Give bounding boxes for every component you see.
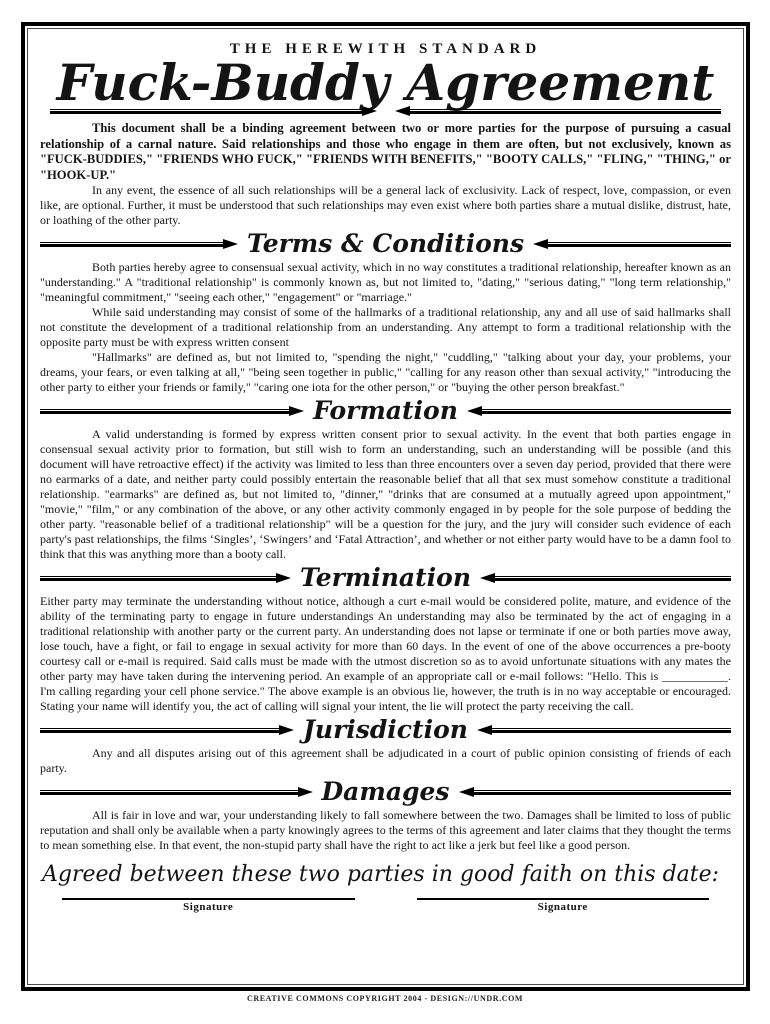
divider-line-left: [40, 728, 279, 733]
termination-paragraph-1: Either party may terminate the understanding without notice, although a curt e-mail would be considered polite, mature, and evidence of the ability of the terminating party to engage in future understandings An understanding may also be terminated by the act of engaging in a traditional relationship with another party or the current party. An understanding does not lapse or terminate if one or both parties move away, lose touch, have a fight, or fail to engage in sexual activity for more than 60 days. In the event of one of the above occurrences a pre-booty courtesy call or e-mail is required. Said calls must be made with the utmost discretion so as to avoid unfortunate situations with any mates the other party may have taken during the intervening period. An example of an appropriate call or e-mail follows: "Hello. This is ___________. I'm calling regarding your cell phone service." The above example is an obvious lie, however, the truth is in no way acceptable or encouraged. Stating your name will identify you, the act of calling will signal your intent, the lie will protect the party receiving the call.: [40, 594, 731, 713]
signature-row: [62, 898, 709, 913]
section-heading-terms: Terms & Conditions: [247, 229, 525, 258]
damages-paragraph-1: All is fair in love and war, your understanding likely to fall somewhere between the two. Damages shall be limited to loss of public reputation and shall only be available when a party knowingly agrees to the terms of this agreement and later claims that they thought the terms to mean something else. In that event, the non-stupid party shall have the right to act like a jerk but feel like a good person.: [40, 808, 731, 852]
title-rule-line-right: [410, 109, 722, 114]
divider-arrow-left-icon: [480, 573, 495, 583]
divider-arrow-left-icon: [533, 239, 548, 249]
title-rule-line-left: [50, 109, 362, 114]
section-heading-damages: Damages: [321, 777, 450, 806]
title-rule-arrow-left-icon: [395, 106, 410, 116]
divider-arrow-left-icon: [467, 406, 482, 416]
divider-arrow-left-icon: [459, 787, 474, 797]
page-frame-inner: [27, 28, 744, 985]
divider-line-right: [474, 790, 732, 795]
signature-line-right[interactable]: [417, 898, 710, 913]
terms-paragraph-1: Both parties hereby agree to consensual sexual activity, which in no way constitutes a traditional relationship, hereafter known as an "understanding." A "traditional relationship" is commonly known as, but not limited to, "dating," "serious dating," "long term relationship," "meaningful commitment," "seeing each other," "engagement" or "marriage.": [40, 260, 731, 304]
divider-arrow-left-icon: [477, 725, 492, 735]
section-divider-formation: [40, 397, 731, 425]
divider-line-left: [40, 242, 223, 247]
page-frame: [21, 22, 750, 991]
divider-arrow-right-icon: [289, 406, 304, 416]
divider-arrow-right-icon: [223, 239, 238, 249]
signature-label: Signature: [183, 901, 234, 913]
formation-paragraph-1: A valid understanding is formed by express written consent prior to sexual activity. In the event that both parties engage in consensual sexual activity prior to formation, but still wish to form an understanding, such an understanding will be possible (and this document will have retroactive effect) if the activity was limited to less than three encounters over a seven day period, provided that there were no earmarks of a date, and neither party could possibly entertain the reasonable belief that all that sex must somehow constitute a traditional relationship. "earmarks" are defined as, but not limited to, "dinner," "drinks that are consumed at a mutually agreed upon appointment," "movie," "film," or any combination of the above, or any other activity commonly engaged in by people for the sole purpose of bedding the other party. "reasonable belief of a traditional relationship" will be a question for the jury, and the jury will consider such evidence of each party's past relationships, the films ‘Singles’, ‘Swingers’ and ‘Fatal Attraction’, and whether or not either party would have to be a damn fool to think that this was anything more than a booty call.: [40, 427, 731, 561]
section-divider-terms: [40, 230, 731, 258]
agreement-date-row: [42, 862, 729, 888]
section-heading-formation: Formation: [313, 396, 458, 425]
divider-line-right: [492, 728, 731, 733]
divider-line-right: [548, 242, 731, 247]
divider-arrow-right-icon: [298, 787, 313, 797]
divider-line-right: [495, 576, 731, 581]
intro-paragraph-2: In any event, the essence of all such relationships will be a general lack of exclusivity. Lack of respect, love, compassion, or even like, are optional. Further, it must be understood that such relationships may even exist where both parties share a mutual dislike, distrust, hate, or loathing of the other party.: [40, 183, 731, 227]
section-divider-termination: [40, 564, 731, 592]
section-heading-jurisdiction: Jurisdiction: [303, 715, 468, 744]
title-rule-arrow-right-icon: [362, 106, 377, 116]
document-kicker: THE HEREWITH STANDARD: [229, 41, 542, 57]
section-divider-damages: [40, 778, 731, 806]
signature-label: Signature: [537, 901, 588, 913]
jurisdiction-paragraph-1: Any and all disputes arising out of this agreement shall be adjudicated in a court of public opinion consisting of friends of each party.: [40, 746, 731, 775]
document-title: Fuck-Buddy Agreement: [56, 53, 715, 112]
divider-line-left: [40, 409, 289, 414]
divider-arrow-right-icon: [279, 725, 294, 735]
copyright-footer: CREATIVE COMMONS COPYRIGHT 2004 - DESIGN://UNDR.COM: [246, 994, 524, 1003]
agreed-line-label: Agreed between these two parties in good faith on this date:: [42, 862, 720, 887]
section-heading-termination: Termination: [299, 563, 472, 592]
divider-arrow-right-icon: [276, 573, 291, 583]
terms-paragraph-2: While said understanding may consist of some of the hallmarks of a traditional relationship, any and all use of said hallmarks shall not constitute the development of a traditional relationship from an understanding. Any attempt to form a traditional relationship with the opposite party must be with express written consent: [40, 305, 731, 349]
divider-line-right: [482, 409, 731, 414]
divider-line-left: [40, 790, 298, 795]
intro-paragraph-1: This document shall be a binding agreement between two or more parties for the purpose of pursuing a casual relationship of a carnal nature. Said relationships and those who engage in them are often, but not exclusively, known as "FUCK-BUDDIES," "FRIENDS WHO FUCK," "FRIENDS WITH BENEFITS," "BOOTY CALLS," "FLING," "THING," or "HOOK-UP.": [40, 121, 731, 182]
signature-line-left[interactable]: [62, 898, 355, 913]
divider-line-left: [40, 576, 276, 581]
section-divider-jurisdiction: [40, 716, 731, 744]
terms-paragraph-3: "Hallmarks" are defined as, but not limited to, "spending the night," "cuddling," "talking about your day, your problems, your dreams, your fears, or even talking at all," "being seen together in public," "calling for any reason other than sexual activity," "introducing the other party to either your friends or family," "caring one iota for the other person," or "buying the other person breakfast.": [40, 350, 731, 394]
